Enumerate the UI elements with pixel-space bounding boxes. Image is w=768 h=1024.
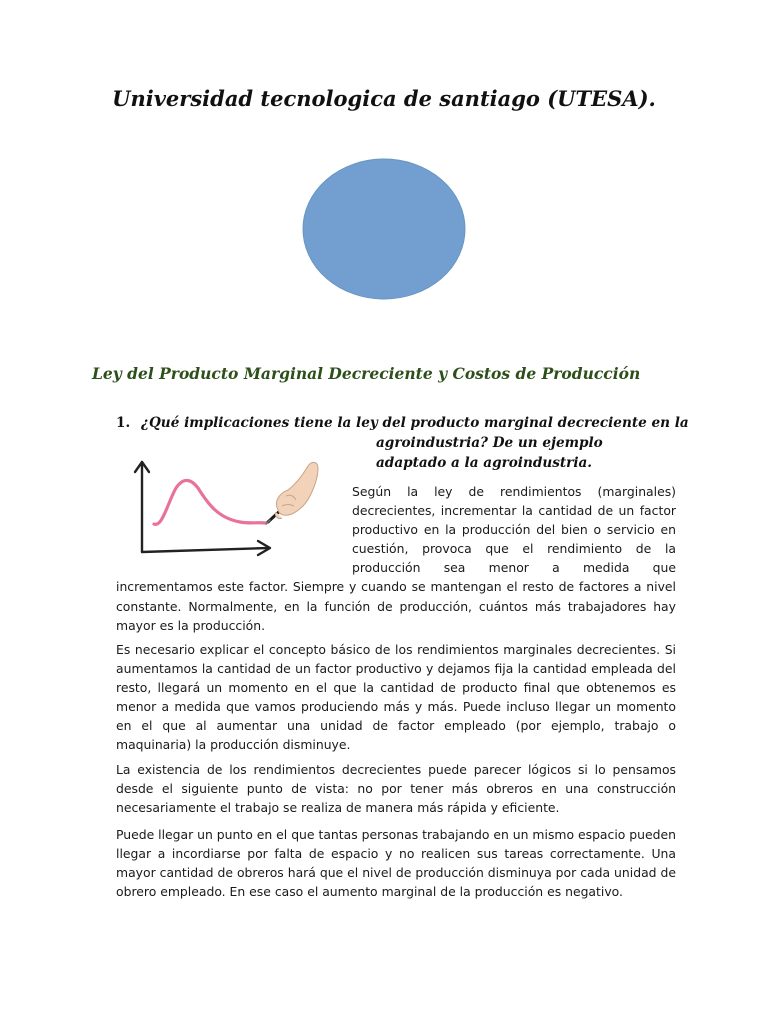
- document-title: Universidad tecnologica de santiago (UTESA).: [112, 86, 656, 111]
- logo-ellipse-shape: [303, 159, 465, 299]
- paragraph-4: Puede llegar un punto en el que tantas personas trabajando en un mismo espacio pueden llegar a incordiarse por falta de espacio y no realicen sus tareas correctamente. Una mayor cantidad de obreros hará que el nivel de producción disminuya por cada unidad de obrero empleado. En ese caso el aumento marginal de la producción es negativo.: [116, 827, 676, 900]
- question-text-line-1: ¿Qué implicaciones tiene la ley del producto marginal decreciente en la: [141, 415, 689, 431]
- paragraph-1-container: [116, 482, 676, 635]
- paragraph-1: Según la ley de rendimientos (marginales) decrecientes, incrementar la cantidad de un factor productivo en la producción del bien o servicio en cuestión, provoca que el rendimiento de la producción sea menor a medida que incrementamos este factor. Siempre y cuando se mantengan el resto de factores a nivel constante. Normalmente, en la función de producción, cuántos más trabajadores hay mayor es la producción.: [116, 484, 676, 633]
- question-text-line-3: adaptado a la agroindustria.: [376, 455, 593, 471]
- section-heading: Ley del Producto Marginal Decreciente y Costos de Producción: [92, 364, 641, 383]
- university-logo-ellipse: [302, 158, 466, 300]
- illustration-spacer: [116, 482, 352, 577]
- paragraph-2: Es necesario explicar el concepto básico de los rendimientos marginales decrecientes. Si aumentamos la cantidad de un factor productivo y dejamos fija la cantidad empleada del resto, llegará un momento en el que la cantidad de producto final que obtenemos es menor a medida que vamos produciendo más y más. Puede incluso llegar un momento en el que al aumentar una unidad de factor empleado (por ejemplo, trabajo o maquinaria) la producción disminuye.: [116, 642, 676, 753]
- question-number: 1.: [116, 415, 131, 431]
- paragraph-3: La existencia de los rendimientos decrecientes puede parecer lógicos si lo pensamos desde el siguiente punto de vista: no por tener más obreros en una construcción necesariamente el trabajo se realiza de manera más rápida y eficiente.: [116, 762, 676, 816]
- question-text-line-2: agroindustria? De un ejemplo: [376, 435, 603, 451]
